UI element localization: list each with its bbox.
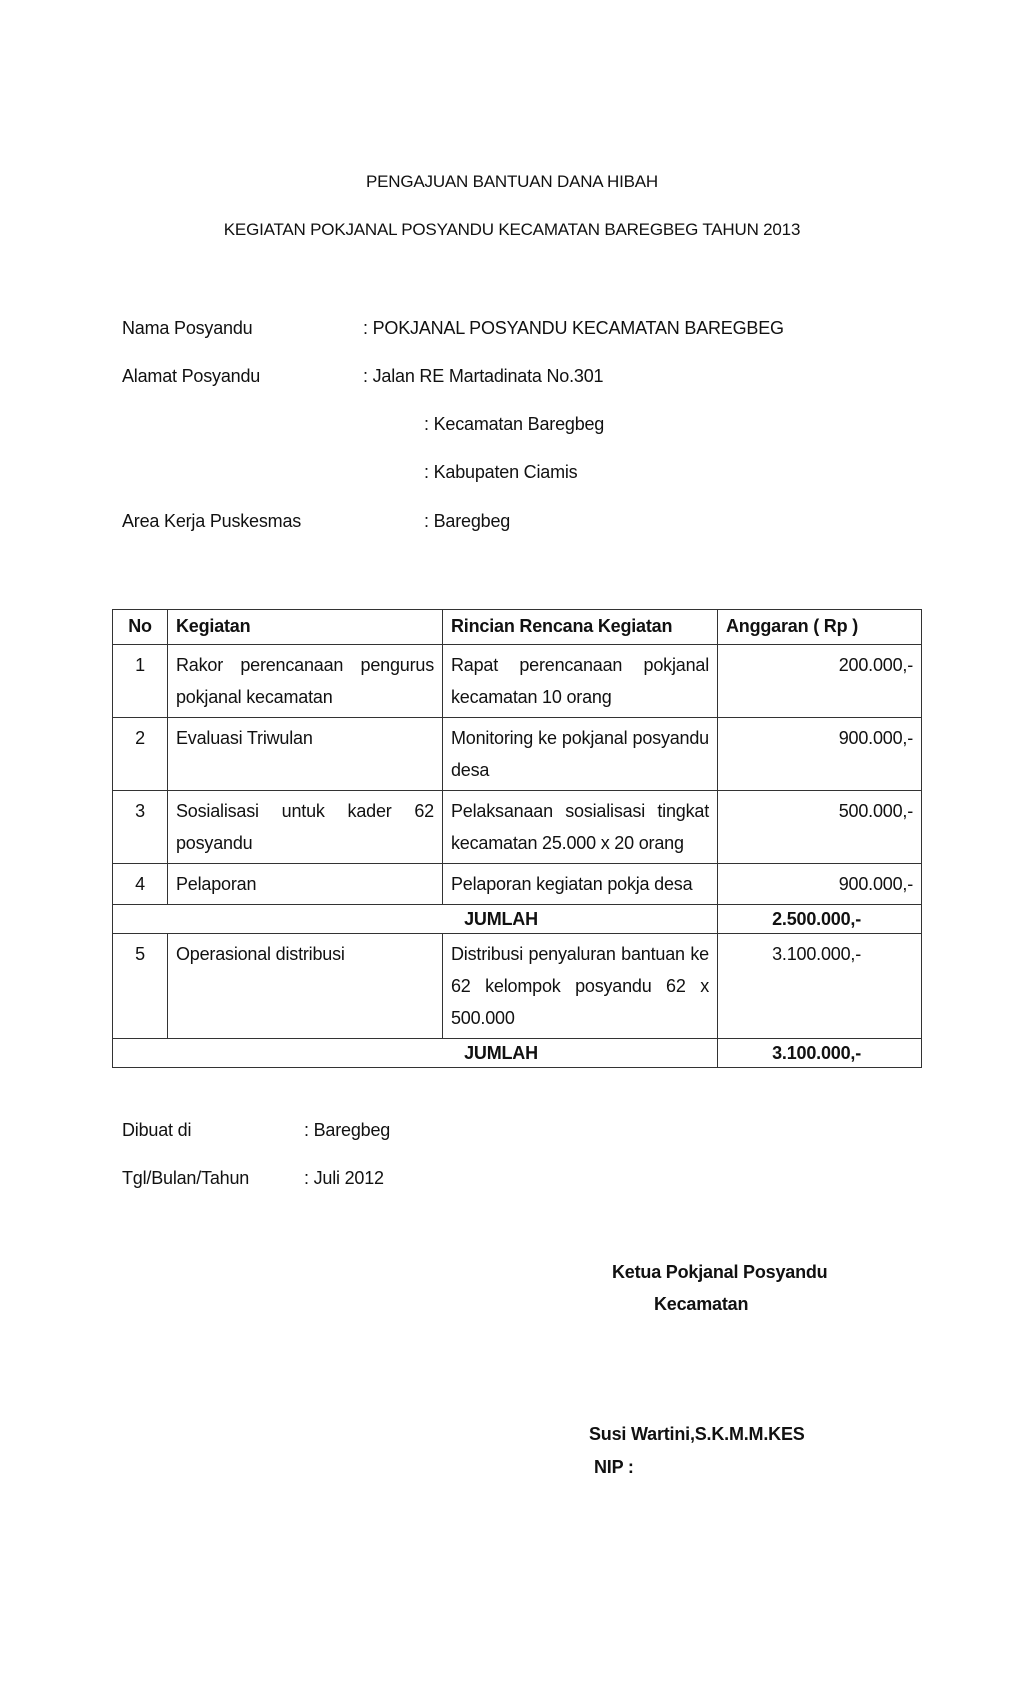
row-anggaran: 500.000,- <box>718 791 922 864</box>
row-anggaran: 3.100.000,- <box>718 934 922 1039</box>
dibuat-di-value: : Baregbeg <box>304 1120 391 1140</box>
header-anggaran: Anggaran ( Rp ) <box>718 610 922 645</box>
alamat-posyandu-value-street: : Jalan RE Martadinata No.301 <box>363 366 604 386</box>
alamat-posyandu-value-kecamatan: : Kecamatan Baregbeg <box>424 414 605 434</box>
row-anggaran: 900.000,- <box>718 718 922 791</box>
document-subtitle: KEGIATAN POKJANAL POSYANDU KECAMATAN BAREGBEG TAHUN 2013 <box>223 220 801 239</box>
row-kegiatan: Sosialisasi untuk kader 62 posyandu <box>168 791 443 864</box>
tanggal-label: Tgl/Bulan/Tahun <box>122 1168 250 1188</box>
row-kegiatan: Operasional distribusi <box>168 934 443 1039</box>
table-total-row <box>113 905 922 934</box>
table-row <box>113 934 922 1039</box>
budget-table <box>112 609 922 1068</box>
area-kerja-label: Area Kerja Puskesmas <box>122 511 302 531</box>
row-rincian: Rapat perencanaan pokjanal kecamatan 10 orang <box>443 645 718 718</box>
table-header-row <box>113 610 922 645</box>
signatory-name: Susi Wartini,S.K.M.M.KES <box>589 1424 805 1444</box>
nama-posyandu-value: : POKJANAL POSYANDU KECAMATAN BAREGBEG <box>363 318 784 338</box>
row-no: 2 <box>113 718 168 791</box>
total-label: JUMLAH <box>113 905 718 934</box>
row-rincian: Pelaksanaan sosialisasi tingkat kecamatan 25.000 x 20 orang <box>443 791 718 864</box>
row-rincian: Pelaporan kegiatan pokja desa <box>443 864 718 905</box>
row-no: 1 <box>113 645 168 718</box>
row-no: 5 <box>113 934 168 1039</box>
header-no: No <box>113 610 168 645</box>
signature-title: Ketua Pokjanal Posyandu <box>612 1262 828 1282</box>
table-row <box>113 718 922 791</box>
row-rincian: Monitoring ke pokjanal posyandu desa <box>443 718 718 791</box>
total-value: 3.100.000,- <box>718 1039 922 1068</box>
nama-posyandu-label: Nama Posyandu <box>122 318 253 338</box>
alamat-posyandu-label: Alamat Posyandu <box>122 366 261 386</box>
row-rincian: Distribusi penyaluran bantuan ke 62 kelompok posyandu 62 x 500.000 <box>443 934 718 1039</box>
dibuat-di-label: Dibuat di <box>122 1120 192 1140</box>
signatory-nip: NIP : <box>594 1457 634 1477</box>
total-label: JUMLAH <box>113 1039 718 1068</box>
row-anggaran: 200.000,- <box>718 645 922 718</box>
alamat-posyandu-value-kabupaten: : Kabupaten Ciamis <box>424 462 578 482</box>
row-no: 4 <box>113 864 168 905</box>
header-kegiatan: Kegiatan <box>168 610 443 645</box>
row-kegiatan: Rakor perencanaan pengurus pokjanal kecamatan <box>168 645 443 718</box>
document-title: PENGAJUAN BANTUAN DANA HIBAH <box>366 172 658 191</box>
row-anggaran: 900.000,- <box>718 864 922 905</box>
signature-subtitle: Kecamatan <box>654 1294 749 1314</box>
header-rincian: Rincian Rencana Kegiatan <box>443 610 718 645</box>
row-kegiatan: Pelaporan <box>168 864 443 905</box>
table-row <box>113 864 922 905</box>
row-kegiatan: Evaluasi Triwulan <box>168 718 443 791</box>
table-row <box>113 791 922 864</box>
total-value: 2.500.000,- <box>718 905 922 934</box>
area-kerja-value: : Baregbeg <box>424 511 511 531</box>
row-no: 3 <box>113 791 168 864</box>
table-total-row <box>113 1039 922 1068</box>
tanggal-value: : Juli 2012 <box>304 1168 384 1188</box>
table-row <box>113 645 922 718</box>
